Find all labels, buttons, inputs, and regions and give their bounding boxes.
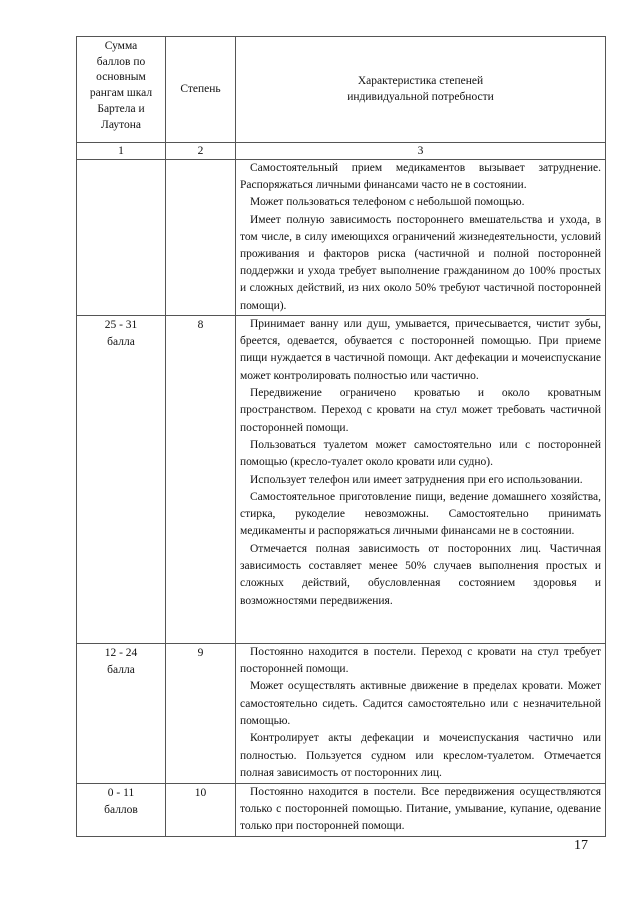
header-score-line: Лаутона: [101, 118, 141, 131]
characteristic-paragraph: Постоянно находится в постели. Переход с кровати на стул требует посторонней помощи.: [240, 645, 601, 676]
header-degree-label: Степень: [180, 82, 221, 95]
header-score-line: рангам шкал: [89, 87, 153, 100]
score-cell: [77, 315, 166, 643]
score-range: 12 - 24: [104, 646, 138, 659]
header-score-line: Сумма: [104, 40, 138, 52]
column-number: 2: [166, 143, 236, 160]
characteristic-paragraph: Самостоятельный прием медикаментов вызывает затруднение. Распоряжаться личными финансами часто не в состоянии.: [240, 162, 601, 192]
score-unit: баллов: [104, 804, 138, 817]
characteristic-paragraph: Использует телефон или имеет затруднения при его использовании.: [250, 473, 583, 486]
score-cell: [77, 643, 166, 783]
characteristic-paragraph: Постоянно находится в постели. Все передвижения осуществляются только с посторонней помощью. Питание, умывание, купание, одевание только при посторонней помощи.: [240, 785, 601, 833]
needs-table: [76, 36, 606, 837]
degree-cell: 10: [166, 783, 236, 836]
degree-cell: 8: [166, 315, 236, 643]
characteristic-cell: [236, 643, 606, 783]
characteristic-paragraph: Может пользоваться телефоном с небольшой помощью.: [250, 196, 525, 209]
table-row: [77, 783, 606, 836]
degree-cell: 9: [166, 643, 236, 783]
degree-cell: [166, 160, 236, 316]
table-row: [77, 643, 606, 783]
header-score-line: Бартела и: [97, 102, 145, 115]
characteristic-cell: [236, 783, 606, 836]
page-number: 17: [574, 838, 588, 853]
characteristic-paragraph: Имеет полную зависимость постороннего вмешательства и ухода, в том числе, в силу имеющихся ограничений жизнедеятельности, условий проживания и факторов риска (частичной и полной посторонней поддержки и ухода требует выполнение гражданином до 100% простых и сложных действий, из них около 50% требуют частичной посторонней помощи).: [240, 213, 601, 312]
column-number-row: [77, 143, 606, 160]
header-score-cell: [77, 37, 166, 143]
characteristic-cell: [236, 315, 606, 643]
header-degree-cell: [166, 37, 236, 143]
header-score-line: баллов по: [96, 55, 146, 68]
table-header-row: [77, 37, 606, 143]
characteristic-paragraph: Принимает ванну или душ, умывается, причесывается, чистит зубы, бреется, одевается, обувается с посторонней помощью. При приеме пищи нуждается в частичной помощи. Акт дефекации и мочеиспускание может контролировать полностью или частично.: [240, 317, 601, 382]
characteristic-cell: [236, 160, 606, 316]
header-characteristic-cell: [236, 37, 606, 143]
characteristic-paragraph: Контролирует акты дефекации и мочеиспускания частично или полностью. Пользуется судном или креслом-туалетом. Отмечается полная зависимость от посторонних лиц.: [240, 732, 601, 779]
characteristic-paragraph: Пользоваться туалетом может самостоятельно или с посторонней помощью (кресло-туалет около кровати или судно).: [240, 438, 601, 469]
score-unit: балла: [107, 336, 135, 349]
table-row: [77, 315, 606, 643]
characteristic-paragraph: Отмечается полная зависимость от посторонних лиц. Частичная зависимость составляет менее 50% случаев выполнения простых и сложных действий, обусловленная состоянием здоровья и возможностями передвижения.: [240, 542, 601, 607]
score-cell: [77, 160, 166, 316]
table-row: [77, 160, 606, 316]
column-number: 1: [77, 143, 166, 160]
characteristic-paragraph: Может осуществлять активные движение в пределах кровати. Может самостоятельно сидеть. Садится самостоятельно или с незначительной помощью.: [240, 680, 601, 728]
score-cell: [77, 783, 166, 836]
score-unit: балла: [107, 664, 135, 677]
column-number: 3: [236, 143, 606, 160]
score-range: 0 - 11: [107, 786, 135, 799]
characteristic-paragraph: Самостоятельное приготовление пищи, ведение домашнего хозяйства, стирка, рукоделие невозможны. Самостоятельно принимать медикаменты и распоряжаться личными финансами не в состоянии.: [240, 490, 601, 538]
score-range: 25 - 31: [104, 318, 138, 331]
header-characteristic-line: индивидуальной потребности: [347, 90, 494, 103]
header-score-line: основным: [96, 71, 146, 84]
characteristic-paragraph: Передвижение ограничено кроватью и около кроватным пространством. Переход с кровати на стул может требовать частичной посторонней помощи.: [240, 387, 601, 434]
header-characteristic-line: Характеристика степеней: [357, 74, 484, 87]
